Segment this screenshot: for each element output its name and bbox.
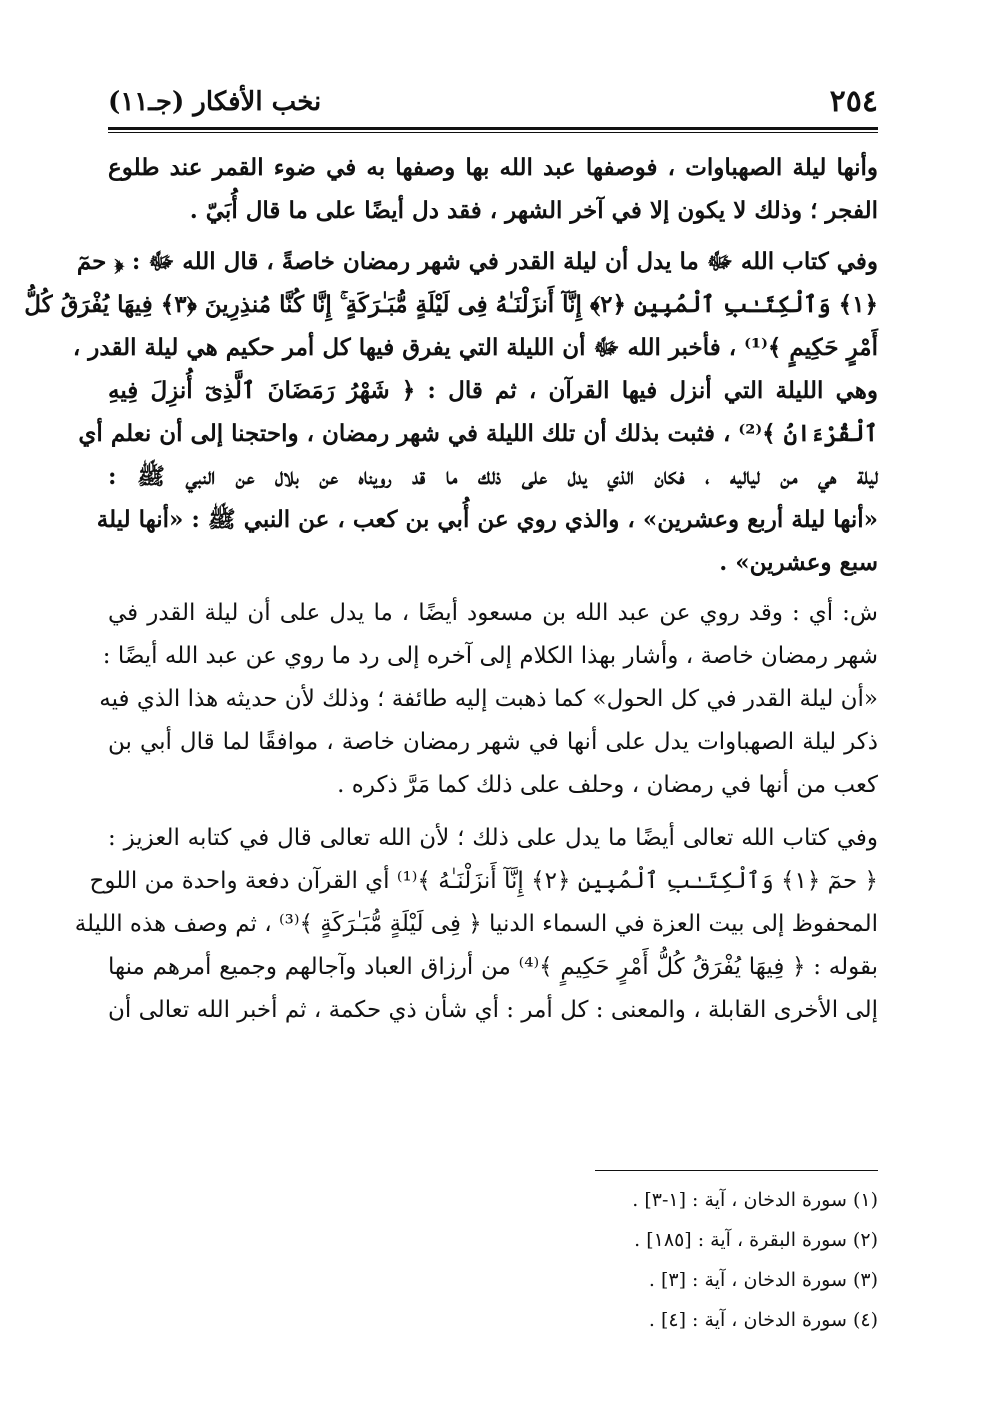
text-line: بقوله : ﴿ فِيهَا يُفْرَقُ كُلُّ أَمْرٍ حَكِيمٍ ﴾⁽⁴⁾ من أرزاق العباد وآجالهم وجميع أمرهم منها <box>108 954 878 980</box>
text-line: المحفوظ إلى بيت العزة في السماء الدنيا ﴿ فِى لَيْلَةٍ مُّبَـٰرَكَةٍ ﴾⁽³⁾ ، ثم وصف هذه الليلة <box>74 911 878 937</box>
text-line: أَمْرٍ حَكِيمٍ ﴾⁽¹⁾ ، فأخبر الله ﷻ أن الليلة التي يفرق فيها كل أمر حكيم هي ليلة القدر ، <box>72 334 878 361</box>
text-line: وفي كتاب الله تعالى أيضًا ما يدل على ذلك ؛ لأن الله تعالى قال في كتابه العزيز : <box>108 825 878 851</box>
text-line: ليلة هي من لياليه ، فكان الذي يدل على ذلك ما قد رويناه عن بلال عن النبي ﷺ : <box>108 463 878 490</box>
text-line: إلى الأخرى القابلة ، والمعنى : كل أمر : أي شأن ذي حكمة ، ثم أخبر الله تعالى أن <box>108 997 878 1023</box>
footnote-separator <box>595 1170 878 1171</box>
text-line: سبع وعشرين» . <box>719 549 878 576</box>
text-line: شهر رمضان خاصة ، وأشار بهذا الكلام إلى آخره إلى رد ما روي عن عبد الله أيضًا : <box>102 643 878 669</box>
header-rule-thick <box>108 127 878 130</box>
matn-paragraph-1 <box>108 146 878 232</box>
footnote: (٣) سورة الدخان ، آية : [٣] . <box>648 1269 878 1291</box>
footnote: (١) سورة الدخان ، آية : [١-٣] . <box>632 1189 878 1211</box>
commentary-paragraph-1 <box>99 592 878 807</box>
page-header <box>108 82 878 122</box>
text-line: كعب من أنها في رمضان ، وحلف على ذلك كما مَرَّ ذكره . <box>337 772 878 798</box>
footnotes <box>108 1180 878 1340</box>
text-line: ﴿ حمٓ ﴿١﴾ وَٱلْكِتَـٰبِ ٱلْمُبِينِ ﴿٢﴾ إِنَّآ أَنزَلْنَـٰهُ ﴾⁽¹⁾ أي القرآن دفعة واحدة من اللوح <box>89 868 878 894</box>
text-line: ش: أي : وقد روي عن عبد الله بن مسعود أيضًا ، ما يدل على أن ليلة القدر في <box>108 600 878 626</box>
main-text <box>24 146 878 1040</box>
text-line: «أن ليلة القدر في كل الحول» كما ذهبت إليه طائفة ؛ وذلك لأن حديثه هذا الذي فيه <box>99 686 878 712</box>
header-rule-thin <box>108 132 878 133</box>
matn-paragraph-2 <box>24 240 878 584</box>
page-number: ٢٥٤ <box>829 84 878 119</box>
text-line: وهي الليلة التي أنزل فيها القرآن ، ثم قال : ﴿ شَهْرُ رَمَضَانَ ٱلَّذِىٓ أُنزِلَ فِيهِ <box>108 377 878 404</box>
footnote: (٤) سورة الدخان ، آية : [٤] . <box>648 1309 878 1331</box>
scan-mark <box>430 1398 444 1404</box>
running-book-title: نخب الأفكار (جـ١١) <box>108 87 322 117</box>
text-line: ذكر ليلة الصهباوات يدل على أنها في شهر رمضان خاصة ، موافقًا لما قال أبي بن <box>108 729 878 755</box>
text-line: الفجر ؛ وذلك لا يكون إلا في آخر الشهر ، فقد دل أيضًا على ما قال أُبَيّ . <box>189 197 878 224</box>
commentary-paragraph-2 <box>74 817 878 1032</box>
text-line: وأنها ليلة الصهباوات ، فوصفها عبد الله بها وصفها به في ضوء القمر عند طلوع <box>108 154 878 181</box>
text-line: ٱلْقُرْءَانُ ﴾⁽²⁾ ، فثبت بذلك أن تلك الليلة في شهر رمضان ، واحتجنا إلى أن نعلم أي <box>78 420 878 447</box>
text-line: وفي كتاب الله ﷻ ما يدل أن ليلة القدر في شهر رمضان خاصةً ، قال الله ﷻ : ﴿ حمٓ <box>76 248 878 275</box>
text-line: ﴿١﴾ وَٱلْكِتَـٰبِ ٱلْمُبِينِ ﴿٢﴾ إِنَّآ أَنزَلْنَـٰهُ فِى لَيْلَةٍ مُّبَـٰرَكَةٍ ۚ إِنَّا كُنَّا مُنذِرِينَ ﴿٣﴾ فِيهَا يُفْرَقُ كُلُّ <box>24 291 878 318</box>
footnote: (٢) سورة البقرة ، آية : [١٨٥] . <box>634 1229 878 1251</box>
text-line: «أنها ليلة أربع وعشرين» ، والذي روي عن أُبي بن كعب ، عن النبي ﷺ : «أنها ليلة <box>96 506 878 533</box>
